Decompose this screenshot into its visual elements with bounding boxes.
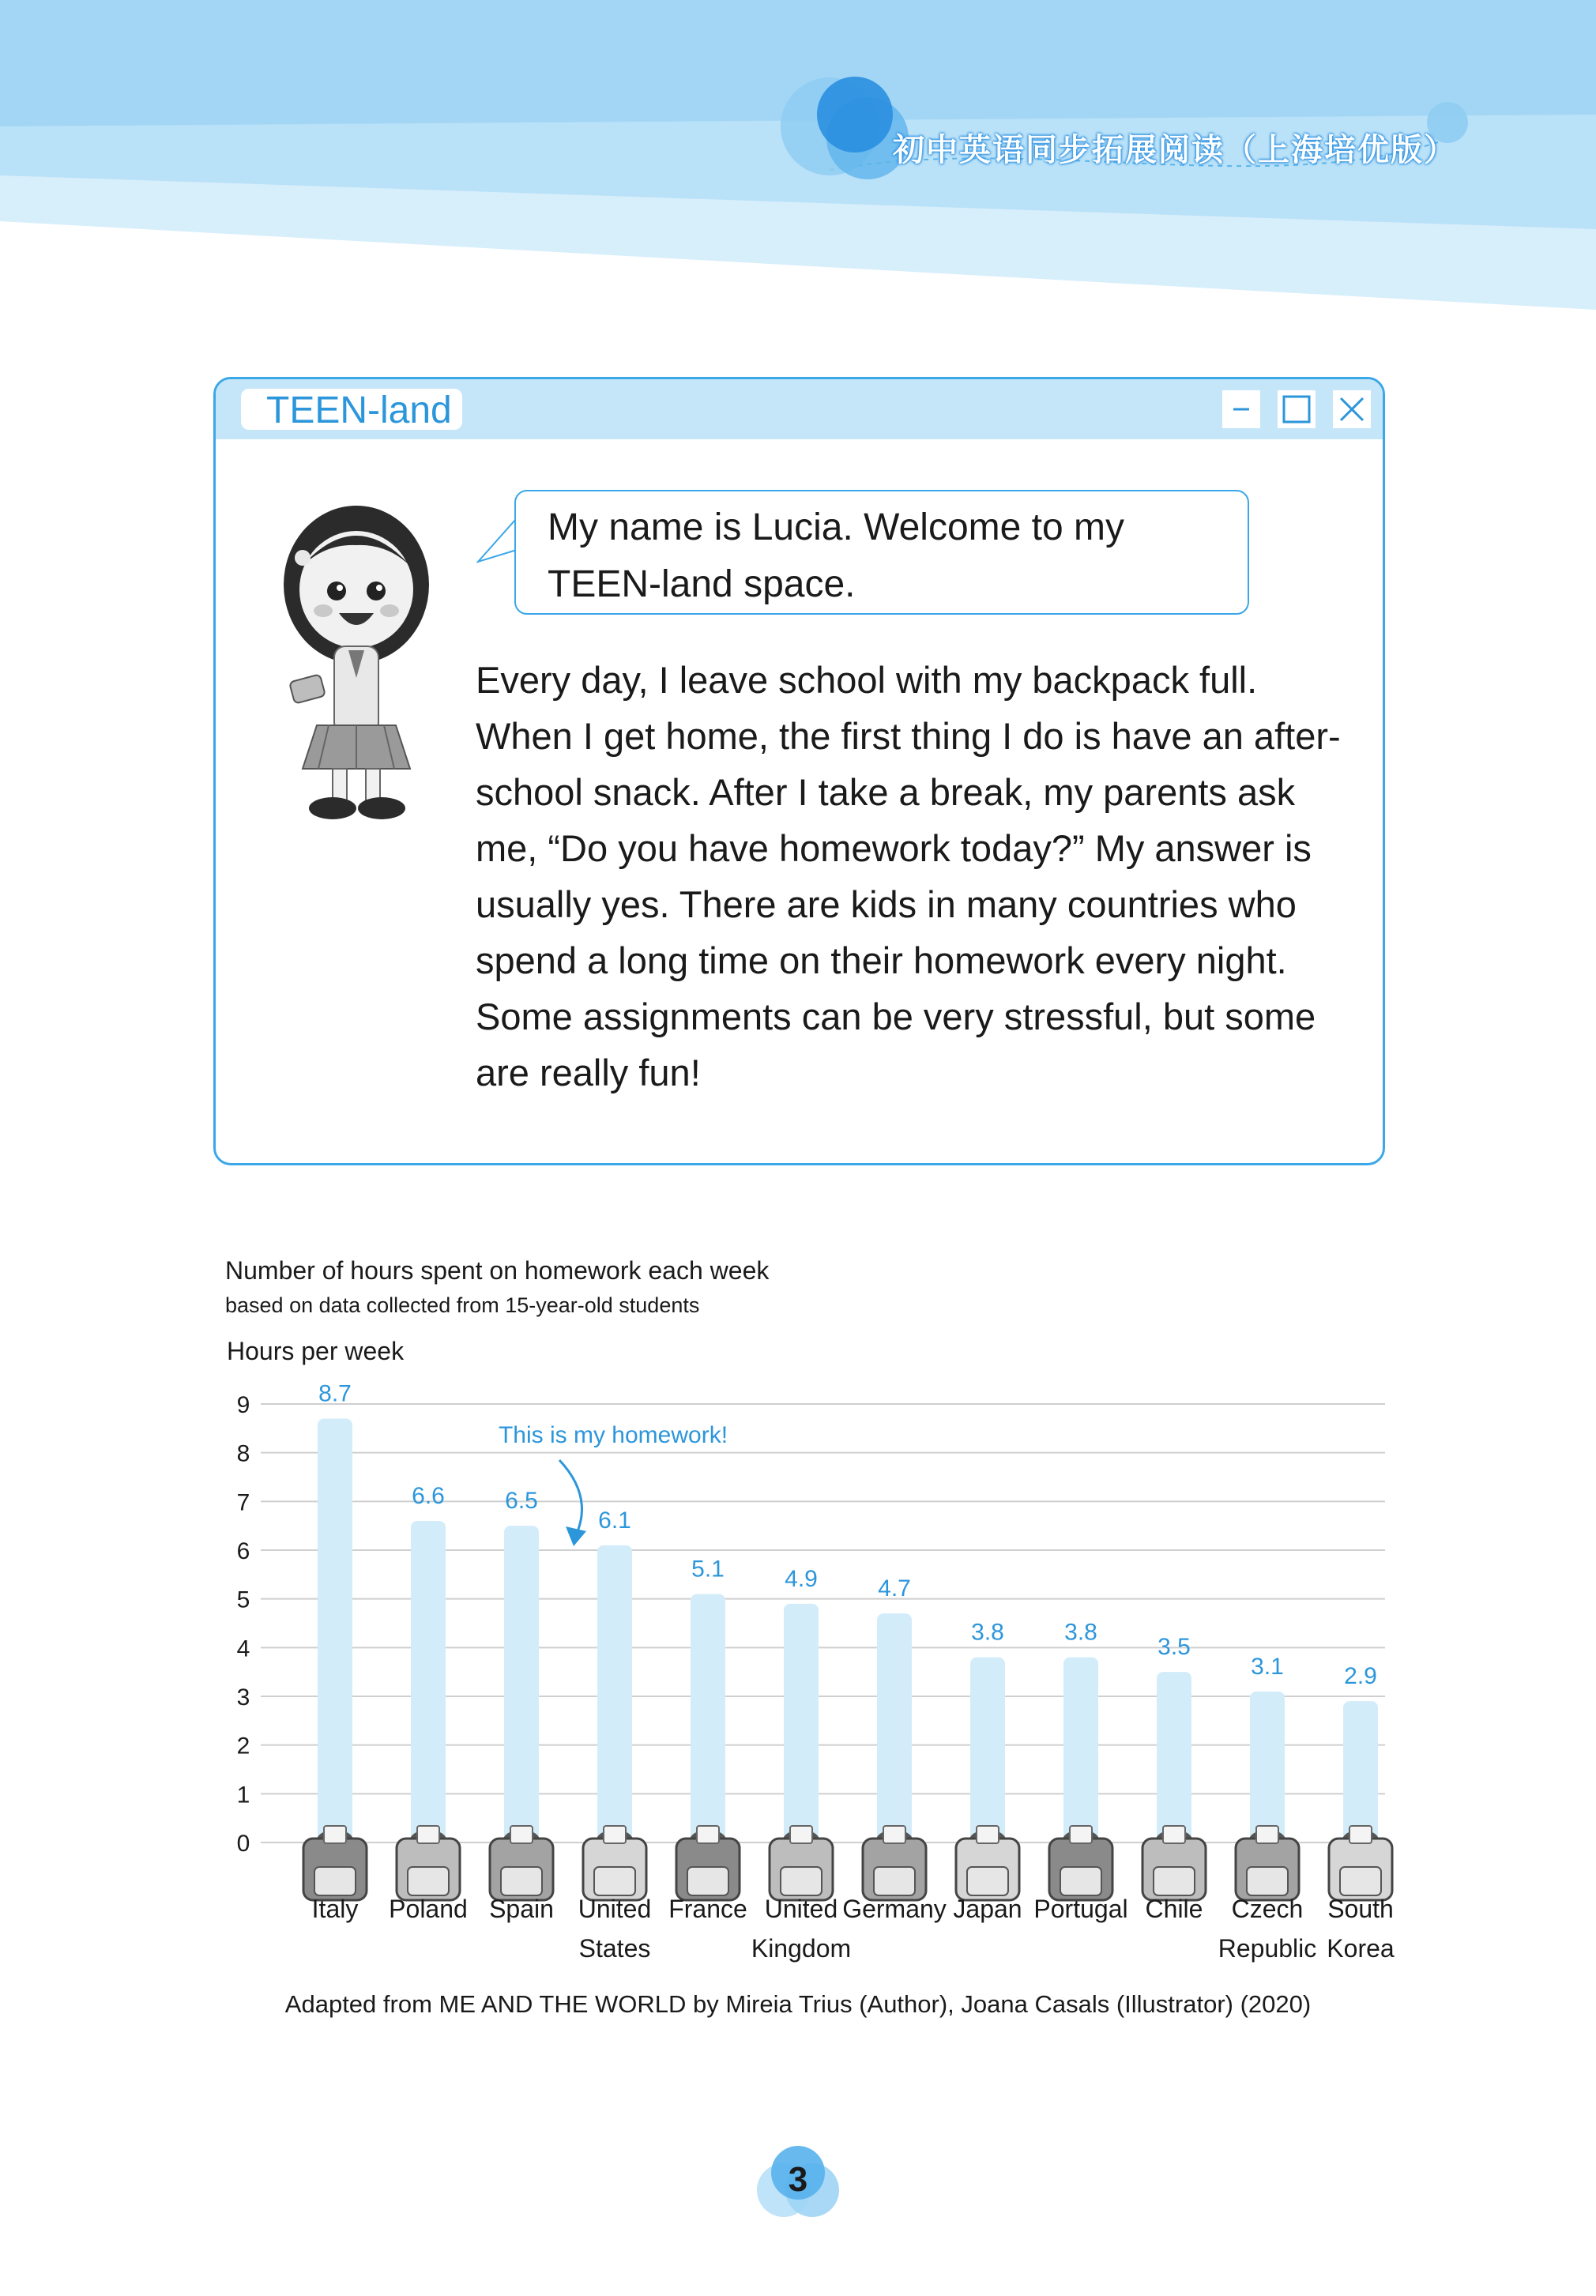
backpack-icon (676, 1826, 740, 1900)
backpack-icon (397, 1826, 460, 1900)
x-category-label: Kingdom (751, 1934, 852, 1963)
bar-value-label: 4.9 (785, 1565, 818, 1592)
y-tick-label: 1 (236, 1782, 250, 1809)
chart-bar (691, 1594, 725, 1843)
intro-paragraph: Every day, I leave school with my backpack full. When I get home, the first thing I do is have an after-school snack. After I take a break, my parents ask me, “Do you have homework today?” My answer is usually yes. There are kids in many countries who spend a long time on their homework every night. Some assignments can be very stressful, but some are really fun! (476, 659, 1341, 1093)
bar-value-label: 4.7 (878, 1575, 911, 1602)
x-category-label: Republic (1218, 1934, 1317, 1963)
y-tick-label: 8 (236, 1440, 250, 1467)
x-category-label: United (764, 1895, 838, 1923)
chart-bar (504, 1526, 539, 1842)
chart-bar (1157, 1672, 1191, 1842)
backpack-icon (1142, 1826, 1206, 1900)
y-tick-label: 0 (236, 1831, 250, 1857)
chart-title: Number of hours spent on homework each week (225, 1256, 770, 1285)
series-title: 初中英语同步拓展阅读（上海培优版） (893, 132, 1457, 168)
source-credit: Adapted from ME AND THE WORLD by Mireia Trius (Author), Joana Casals (Illustrator) (2020) (284, 1990, 1312, 2018)
backpack-icon (770, 1826, 833, 1900)
x-category-label: Portugal (1033, 1895, 1128, 1923)
backpack-icon (1236, 1826, 1299, 1900)
backpack-icon (956, 1826, 1019, 1900)
speech-bubble-text: My name is Lucia. Welcome to my TEEN-land space. (548, 506, 1125, 605)
chart-bar (970, 1658, 1005, 1842)
page-number: 3 (788, 2160, 808, 2199)
bar-value-label: 3.8 (1064, 1619, 1097, 1646)
backpack-icon (583, 1826, 646, 1900)
y-tick-label: 6 (236, 1538, 250, 1564)
y-tick-label: 9 (236, 1392, 250, 1418)
chart-bar (1063, 1658, 1098, 1842)
bar-value-label: 6.1 (598, 1507, 631, 1534)
bar-value-label: 6.5 (505, 1488, 538, 1515)
x-category-label: Chile (1145, 1895, 1203, 1923)
chart-bar (597, 1545, 632, 1842)
backpack-icon (303, 1826, 367, 1900)
bar-value-label: 3.1 (1251, 1653, 1284, 1680)
x-category-label: Czech (1231, 1895, 1304, 1923)
chart-bar (411, 1521, 446, 1842)
x-category-label: Italy (311, 1895, 359, 1923)
bar-value-label: 3.8 (971, 1619, 1004, 1646)
x-category-label: South (1327, 1895, 1394, 1923)
chart-subtitle: based on data collected from 15-year-old students (225, 1293, 700, 1317)
backpack-icon (863, 1826, 926, 1900)
y-tick-label: 5 (236, 1586, 250, 1613)
y-tick-label: 4 (236, 1635, 250, 1662)
chart-bar (784, 1604, 819, 1842)
backpack-icon (1049, 1826, 1112, 1900)
chart-bar (1343, 1701, 1378, 1842)
x-category-label: Poland (389, 1895, 468, 1923)
backpack-icon (490, 1826, 553, 1900)
annotation-text: This is my homework! (498, 1422, 728, 1448)
x-category-label: France (668, 1895, 747, 1923)
chart-bar (877, 1613, 912, 1842)
annotation-arrowhead (566, 1526, 586, 1546)
backpack-icon (1329, 1826, 1392, 1900)
annotation-arrow (559, 1460, 582, 1537)
y-tick-label: 3 (236, 1684, 250, 1711)
y-tick-label: 2 (236, 1733, 250, 1760)
bar-value-label: 6.6 (412, 1483, 445, 1509)
x-category-label: Germany (842, 1895, 947, 1923)
x-category-label: Korea (1327, 1934, 1395, 1963)
x-category-label: Japan (953, 1895, 1022, 1923)
bar-value-label: 2.9 (1344, 1663, 1377, 1690)
page-number-badge (751, 2140, 845, 2226)
x-category-label: States (578, 1934, 651, 1963)
chart-y-axis-title: Hours per week (227, 1337, 405, 1365)
bar-value-label: 5.1 (691, 1556, 725, 1583)
chart-bar (1250, 1692, 1285, 1842)
x-category-label: United (578, 1895, 652, 1923)
bar-value-label: 8.7 (318, 1380, 352, 1407)
y-tick-label: 7 (236, 1489, 250, 1516)
x-category-label: Spain (489, 1895, 554, 1923)
window-tab-label: TEEN-land (266, 390, 452, 431)
chart-bar (318, 1419, 352, 1843)
bar-value-label: 3.5 (1157, 1634, 1191, 1661)
